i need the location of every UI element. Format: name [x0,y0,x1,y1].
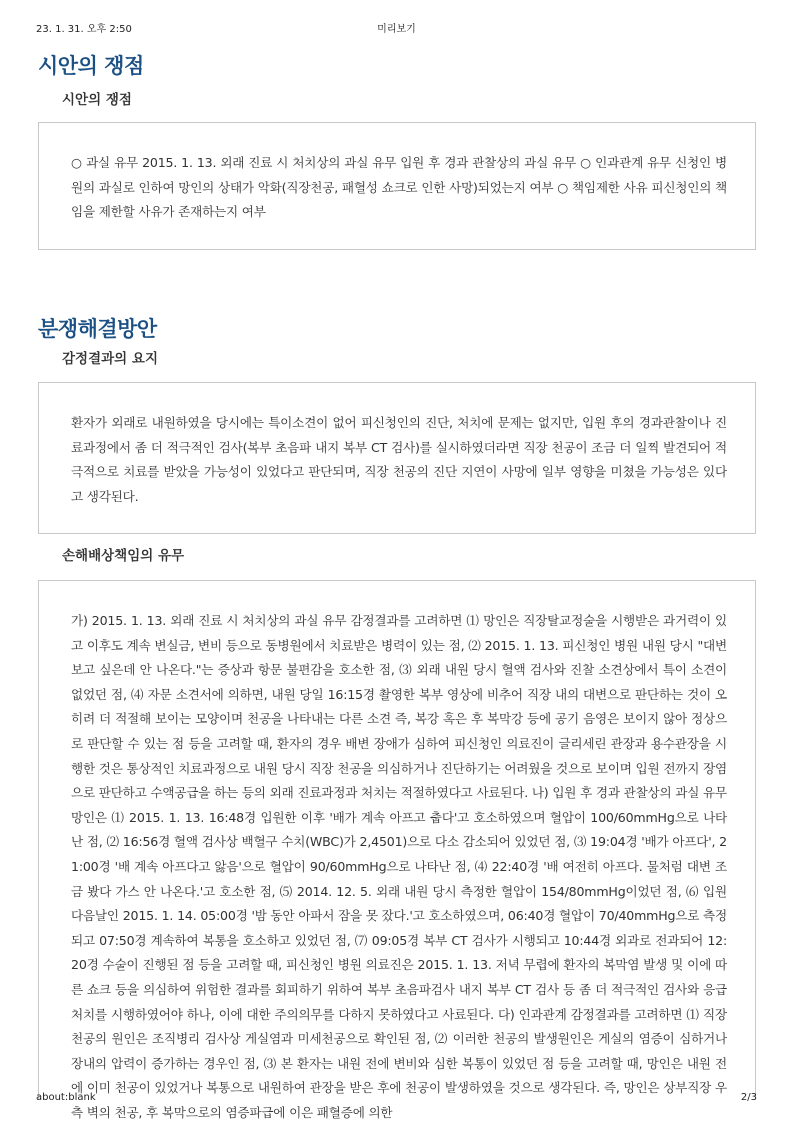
issues-section-title: 시안의 쟁점 [38,54,144,78]
print-url: about:blank [36,1092,96,1103]
issues-box [38,122,756,250]
liability-text: 가) 2015. 1. 13. 외래 진료 시 처치상의 과실 유무 감정결과를 고려하면 ⑴ 망인은 직장탈교정술을 시행받은 과거력이 있고 이후도 계속 변실금, 변비 등으로 동병원에서 치료받은 병력이 있는 점, ⑵ 2015. 1. 13. 피신청인 병원 내원 당시 "대변 보고 싶은데 안 나온다."는 증상과 항문 불편감을 호소한 점, ⑶ 외래 내원 당시 혈액 검사와 진찰 소견상에서 특이 소견이 없었던 점, ⑷ 자문 소견서에 의하면, 내원 당일 16:15경 촬영한 복부 영상에 비추어 직장 내의 대변으로 판단하는 것이 오히려 더 적절해 보이는 모양이며 천공을 나타내는 다른 소견 즉, 복강 혹은 후 복막강 등에 공기 음영은 보이지 않아 정상으로 판단할 수 있는 점 등을 고려할 때, 환자의 경우 배변 장애가 심하여 피신청인 의료진이 글리세린 관장과 용수관장을 시행한 것은 통상적인 치료과정으로 내원 당시 직장 천공을 의심하거나 진단하기는 어려웠을 것으로 보이며 입원 전까지 장염으로 판단하고 수액공급을 하는 등의 외래 진료과정과 처치는 적절하였다고 사료된다. 나) 입원 후 경과 관찰상의 과실 유무 망인은 ⑴ 2015. 1. 13. 16:48경 입원한 이후 '배가 계속 아프고 춥다'고 호소하였으며 혈압이 100/60mmHg으로 나타난 점, ⑵ 16:56경 혈액 검사상 백혈구 수치(WBC)가 2,4501)으로 다소 감소되어 있었던 점, ⑶ 19:04경 '배가 아프다', 21:00경 '배 계속 아프다고 앓음'으로 혈압이 90/60mmHg으로 나타난 점, ⑷ 22:40경 '배 여전히 아프다. 물처럼 대변 조금 봤다 가스 안 나온다.'고 호소한 점, ⑸ 2014. 12. 5. 외래 내원 당시 측정한 혈압이 154/80mmHg이었던 점, ⑹ 입원 다음날인 2015. 1. 14. 05:00경 '밤 동안 아파서 잠을 못 잤다.'고 호소하였으며, 06:40경 혈압이 70/40mmHg으로 측정되고 07:50경 계속하여 복통을 호소하고 있었던 점, ⑺ 09:05경 복부 CT 검사가 시행되고 10:44경 외과로 전과되어 12:20경 수술이 진행된 점 등을 고려할 때, 피신청인 병원 의료진은 2015. 1. 13. 저녁 무렵에 환자의 복막염 발생 및 이에 따른 쇼크 등을 의심하여 위험한 결과를 회피하기 위하여 복부 초음파검사 내지 복부 CT 검사 등 좀 더 적극적인 검사와 응급처치를 시행하였어야 하나, 이에 대한 주의의무를 다하지 못하였다고 사료된다. 다) 인과관계 감정결과를 고려하면 ⑴ 직장 천공의 원인은 조직병리 검사상 게실염과 미세천공으로 확인된 점, ⑵ 이러한 천공의 발생원인은 게실의 염증이 심하거나 장내의 압력이 증가하는 경우인 점, ⑶ 본 환자는 내원 전에 변비와 심한 복통이 있었던 점 등을 고려할 때, 망인은 내원 전에 이미 천공이 있었거나 복통으로 내원하여 관장을 받은 후에 천공이 발생하였을 것으로 생각된다. 즉, 망인은 상부직장 우측 벽의 천공, 후 복막으로의 염증파급에 이은 패혈증에 의한 [71,613,727,1120]
print-header [0,16,793,36]
liability-subtitle: 손해배상책임의 유무 [62,548,185,564]
liability-box [38,580,756,1120]
issues-text: ○ 과실 유무 2015. 1. 13. 외래 진료 시 처치상의 과실 유무 입원 후 경과 관찰상의 과실 유무 ○ 인과관계 유무 신청인 병원의 과실로 인하여 망인의 상태가 악화(직장천공, 패혈성 쇼크로 인한 사망)되었는지 여부 ○ 책임제한 사유 피신청인의 책임을 제한할 사유가 존재하는지 여부 [71,155,727,220]
issues-subtitle: 시안의 쟁점 [62,92,132,108]
resolution-section-title: 분쟁해결방안 [38,317,157,341]
print-datetime: 23. 1. 31. 오후 2:50 [36,24,132,35]
page-number: 2/3 [740,1092,757,1103]
appraisal-text: 환자가 외래로 내원하였을 당시에는 특이소견이 없어 피신청인의 진단, 처치에 문제는 없지만, 입원 후의 경과관찰이나 진료과정에서 좀 더 적극적인 검사(복부 초음파 내지 복부 CT 검사)를 실시하였더라면 직장 천공이 조금 더 일찍 발견되어 적극적으로 치료를 받았을 가능성이 있었다고 판단되며, 직장 천공의 진단 지연이 사망에 일부 영향을 미쳤을 가능성은 있다고 생각된다. [71,415,727,504]
appraisal-subtitle: 감정결과의 요지 [62,351,158,367]
print-title: 미리보기 [377,24,416,35]
appraisal-box [38,382,756,534]
